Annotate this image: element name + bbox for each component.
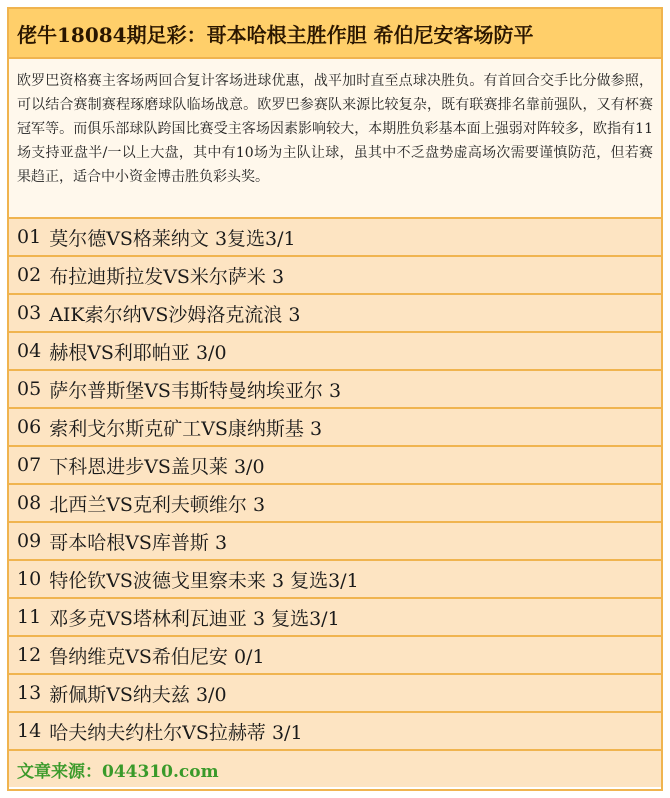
match-number: 14 bbox=[17, 720, 42, 742]
match-text: 布拉迪斯拉发VS米尔萨米 3 bbox=[49, 265, 285, 288]
match-row bbox=[9, 295, 661, 333]
match-text: AIK索尔纳VS沙姆洛克流浪 3 bbox=[49, 303, 301, 326]
match-row bbox=[9, 409, 661, 447]
match-row bbox=[9, 219, 661, 257]
match-text: 萨尔普斯堡VS韦斯特曼纳埃亚尔 3 bbox=[49, 379, 342, 402]
match-row bbox=[9, 257, 661, 295]
match-text: 新佩斯VS纳夫兹 3/0 bbox=[49, 683, 227, 706]
match-list bbox=[9, 217, 661, 751]
match-row bbox=[9, 637, 661, 675]
match-row bbox=[9, 371, 661, 409]
match-number: 08 bbox=[17, 492, 42, 514]
match-text: 北西兰VS克利夫顿维尔 3 bbox=[49, 493, 266, 516]
match-text: 索利戈尔斯克矿工VS康纳斯基 3 bbox=[49, 417, 323, 440]
match-number: 03 bbox=[17, 302, 42, 324]
match-number: 12 bbox=[17, 644, 42, 666]
article-title: 佬牛18084期足彩：哥本哈根主胜作胆 希伯尼安客场防平 bbox=[9, 9, 661, 59]
match-number: 06 bbox=[17, 416, 42, 438]
match-row bbox=[9, 485, 661, 523]
match-text: 哈夫纳夫约杜尔VS拉赫蒂 3/1 bbox=[49, 721, 303, 744]
match-text: 鲁纳维克VS希伯尼安 0/1 bbox=[49, 645, 265, 668]
match-row bbox=[9, 599, 661, 637]
match-number: 05 bbox=[17, 378, 42, 400]
match-number: 04 bbox=[17, 340, 42, 362]
match-text: 邓多克VS塔林利瓦迪亚 3 复选3/1 bbox=[49, 607, 340, 630]
match-text: 哥本哈根VS库普斯 3 bbox=[49, 531, 228, 554]
match-row bbox=[9, 675, 661, 713]
match-text: 莫尔德VS格莱纳文 3复选3/1 bbox=[49, 227, 296, 250]
match-text: 赫根VS利耶帕亚 3/0 bbox=[49, 341, 227, 364]
match-row bbox=[9, 561, 661, 599]
intro-section bbox=[9, 59, 661, 217]
match-row bbox=[9, 333, 661, 371]
match-number: 10 bbox=[17, 568, 42, 590]
match-row bbox=[9, 523, 661, 561]
intro-paragraph: 欧罗巴资格赛主客场两回合复计客场进球优惠，战平加时直至点球决胜负。有首回合交手比分做参照，可以结合赛制赛程琢磨球队临场战意。欧罗巴参赛队来源比较复杂，既有联赛排名靠前强队，又有杯赛冠军等。而俱乐部球队跨国比赛受主客场因素影响较大，本期胜负彩基本面上强弱对阵较多，欧指有11场支持亚盘半/一以上大盘，其中有10场为主队让球，虽其中不乏盘势虚高场次需要谨慎防范，但若赛果趋正，适合中小资金博击胜负彩头奖。 bbox=[17, 73, 653, 185]
match-number: 09 bbox=[17, 530, 42, 552]
match-number: 13 bbox=[17, 682, 42, 704]
match-row bbox=[9, 713, 661, 751]
match-row bbox=[9, 447, 661, 485]
source-footer: 文章来源：044310.com bbox=[9, 751, 661, 787]
match-number: 01 bbox=[17, 226, 42, 248]
match-number: 02 bbox=[17, 264, 42, 286]
match-text: 下科恩进步VS盖贝莱 3/0 bbox=[49, 455, 265, 478]
match-number: 11 bbox=[17, 606, 42, 628]
match-text: 特伦钦VS波德戈里察未来 3 复选3/1 bbox=[49, 569, 359, 592]
match-number: 07 bbox=[17, 454, 42, 476]
article-frame bbox=[7, 7, 663, 791]
